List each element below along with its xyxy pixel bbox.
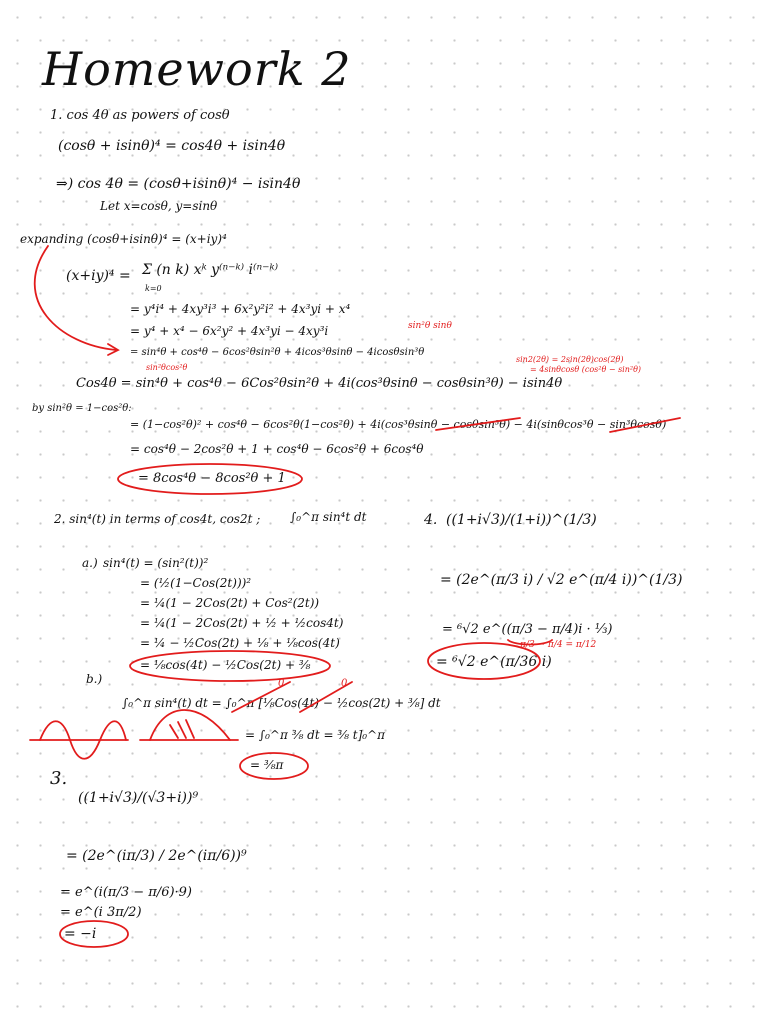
problem-4-answer: = ⁶√2 e^(π/36 i) (436, 654, 552, 670)
problem-1-identity: by sin²θ = 1−cos²θ: (32, 403, 132, 414)
problem-3-step-3: = e^(i 3π/2) (60, 905, 142, 920)
problem-1-expanding: expanding (cosθ+isinθ)⁴ = (x+iy)⁴ (20, 232, 227, 246)
problem-1-answer: = 8cos⁴θ − 8cos²θ + 1 (138, 471, 286, 486)
problem-1-substitution: = (1−cos²θ)² + cos⁴θ − 6cos²θ(1−cos²θ) + 4i(cos³θsinθ − cosθsin³θ) − 4i(sinθcos³θ − sin³θcosθ) (130, 418, 667, 431)
problem-2a-step-3: = ¼(1 − 2Cos(2t) + Cos²(2t)) (140, 596, 320, 610)
problem-1-let: Let x=cosθ, y=sinθ (100, 199, 218, 213)
problem-4-label: 4. (424, 512, 438, 528)
problem-1-expand-2: = y⁴ + x⁴ − 6x²y² + 4x³yi − 4xy³i (130, 324, 329, 338)
problem-2b-step-2: = ∫₀^π ⅜ dt = ⅜ t]₀^π (245, 728, 386, 742)
arrow-expand-head (108, 344, 118, 355)
problem-2a-step-2: = (½(1−Cos(2t)))² (140, 576, 252, 590)
problem-2a-label: a.) (82, 556, 98, 570)
problem-3-label: 3. (50, 768, 68, 789)
problem-1-binomial-rhs: Σ (n k) xᵏ y⁽ⁿ⁻ᵏ⁾ i⁽ⁿ⁻ᵏ⁾ (142, 262, 279, 278)
problem-1-heading: 1. cos 4θ as powers of cosθ (50, 108, 230, 123)
problem-4-step-2: = ⁶√2 e^((π/3 − π/4)i · ⅓) (442, 622, 613, 637)
problem-4-expression: ((1+i√3)/(1+i))^(1/3) (446, 512, 597, 528)
page-title: Homework 2 (42, 42, 352, 96)
note-sin2cos2: sin²θcos²θ (146, 363, 188, 372)
note-double-angle-2: = 4sinθcosθ (cos²θ − sin²θ) (530, 365, 642, 374)
problem-2a-answer: = ⅛cos(4t) − ½Cos(2t) + ⅜ (140, 658, 311, 672)
problem-3-expression: ((1+i√3)/(√3+i))⁹ (78, 790, 199, 806)
sketch-wave-1 (40, 721, 126, 759)
problem-2-heading: 2. sin⁴(t) in terms of cos4t, cos2t ; (54, 512, 261, 526)
problem-2b-label: b.) (86, 672, 103, 686)
problem-4-step-1: = (2e^(π/3 i) / √2 e^(π/4 i))^(1/3) (440, 572, 683, 588)
problem-1-binomial-lhs: (x+iy)⁴ = (66, 268, 131, 284)
problem-1-cos4: Cos4θ = sin⁴θ + cos⁴θ − 6Cos²θsin²θ + 4i(cos³θsinθ − cosθsin³θ) − isin4θ (76, 376, 563, 391)
problem-1-implies: ⇒) cos 4θ = (cosθ+isinθ)⁴ − isin4θ (56, 176, 301, 192)
problem-2a-step-4: = ¼(1 − 2Cos(2t) + ½ + ½cos4t) (140, 616, 344, 630)
problem-3-step-1: = (2e^(iπ/3) / 2e^(iπ/6))⁹ (66, 848, 247, 864)
arrow-expand-path (35, 246, 116, 350)
problem-1-expand-3: = sin⁴θ + cos⁴θ − 6cos²θsin²θ + 4icos³θsinθ − 4icosθsin³θ (130, 347, 425, 358)
problem-3-answer: = −i (64, 926, 97, 942)
problem-2b-answer: = ⅜π (250, 758, 284, 772)
problem-2a-step-1: sin⁴(t) = (sin²(t))² (103, 556, 209, 570)
problem-1-binomial-limits: k=0 (145, 284, 162, 293)
problem-1-demoivre: (cosθ + isinθ)⁴ = cos4θ + isin4θ (58, 138, 286, 154)
problem-1-expand-1: = y⁴i⁴ + 4xy³i³ + 6x²y²i² + 4x³yi + x⁴ (130, 302, 351, 316)
sketch-hatch (170, 720, 194, 738)
sketch-wave-2 (150, 710, 230, 740)
note-sin2: sin²θ sinθ (408, 321, 452, 331)
problem-4-note: π/3 − π/4 = π/12 (520, 640, 597, 650)
zero-mark-2: 0 (341, 678, 348, 689)
problem-2-integral-prompt: ∫₀^π sin⁴t dt (290, 510, 367, 524)
problem-2b-step-1: ∫₀^π sin⁴(t) dt = ∫₀^π [⅛Cos(4t) − ½cos(2t) + ⅜] dt (122, 696, 441, 710)
problem-1-simplify: = cos⁴θ − 2cos²θ + 1 + cos⁴θ − 6cos²θ + 6cos⁴θ (130, 442, 424, 456)
problem-3-step-2: = e^(i(π/3 − π/6)·9) (60, 885, 193, 900)
problem-2a-step-5: = ¼ − ½Cos(2t) + ⅛ + ⅛cos(4t) (140, 636, 340, 650)
zero-mark-1: 0 (278, 678, 285, 689)
note-double-angle-1: sin2(2θ) = 2sin(2θ)cos(2θ) (516, 355, 624, 364)
